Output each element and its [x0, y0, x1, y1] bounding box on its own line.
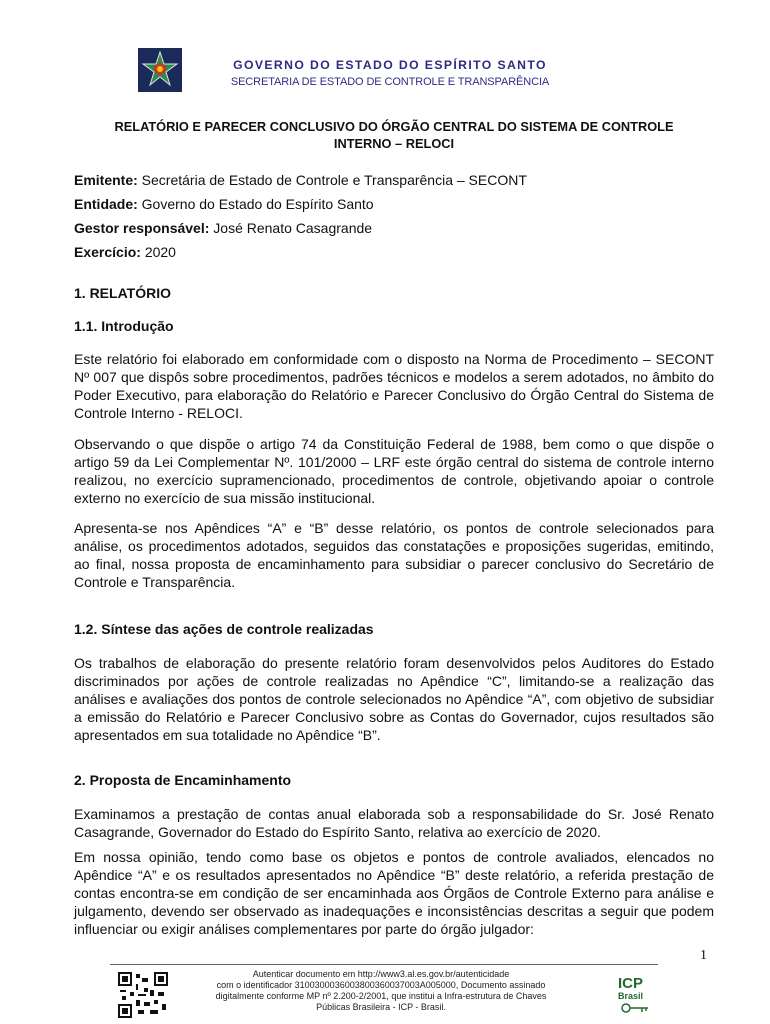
- entidade-row: [74, 196, 374, 212]
- exercicio-value: 2020: [140, 244, 176, 260]
- paragraph-intro-1: Este relatório foi elaborado em conformidade com o disposto na Norma de Procedimento – SECONT Nº 007 que dispôs sobre procedimentos, padrões técnicos e modelos a serem adotados, no âmbito do Poder Executivo, para elaboração do Relatório e Parecer Conclusivo do Órgão Central do Sistema de Controle Interno - RELOCI.: [74, 351, 714, 421]
- subsection-heading-sintese: 1.2. Síntese das ações de controle realizadas: [74, 621, 374, 637]
- gestor-row: [74, 220, 372, 236]
- section-heading-relatorio: 1. RELATÓRIO: [74, 285, 171, 301]
- exercicio-label: Exercício:: [74, 244, 141, 260]
- gestor-value: José Renato Casagrande: [209, 220, 373, 236]
- emitente-value: Secretária de Estado de Controle e Transparência – SECONT: [137, 172, 527, 188]
- footer-line-4: Públicas Brasileira - ICP - Brasil.: [316, 1002, 446, 1012]
- document-title: [74, 118, 714, 152]
- emitente-row: [74, 172, 527, 188]
- paragraph-intro-2: Observando o que dispõe o artigo 74 da Constituição Federal de 1988, bem como o que dispõe o artigo 59 da Lei Complementar Nº. 101/2000 – LRF este órgão central do sistema de controle interno realizou, no exercício supramencionado, procedimentos de controle, objetivando apoiar o controle externo no exercício de sua missão institucional.: [74, 436, 714, 506]
- footer-line-2: com o identificador 3100300036003800360037003A005000, Documento assinado: [216, 980, 546, 990]
- footer-divider: [110, 964, 658, 965]
- paragraph-proposta-1: Examinamos a prestação de contas anual elaborada sob a responsabilidade do Sr. José Renato Casagrande, Governador do Estado do Espírito Santo, relativa ao exercício de 2020.: [74, 806, 714, 840]
- entidade-label: Entidade:: [74, 196, 138, 212]
- government-name: GOVERNO DO ESTADO DO ESPÍRITO SANTO: [233, 58, 547, 72]
- gestor-label: Gestor responsável:: [74, 220, 210, 236]
- svg-text:Brasil: Brasil: [618, 991, 644, 1001]
- paragraph-proposta-2: Em nossa opinião, tendo como base os objetos e pontos de controle avaliados, elencados no Apêndice “A” e os resultados apresentados no Apêndice “B” deste relatório, a referida prestação de contas encontra-se em condição de ser encaminhada aos Órgãos de Controle Externo para análise e julgamento, devendo ser observado as inadequações e inconsistências descritas a seguir que podem influenciar ou exigir análises complementares por parte do órgão julgador:: [74, 849, 714, 937]
- title-line-1: RELATÓRIO E PARECER CONCLUSIVO DO ÓRGÃO CENTRAL DO SISTEMA DE CONTROLE: [114, 119, 674, 134]
- entidade-value: Governo do Estado do Espírito Santo: [137, 196, 374, 212]
- authentication-footer: [196, 969, 566, 1013]
- secretariat-name: SECRETARIA DE ESTADO DE CONTROLE E TRANSPARÊNCIA: [230, 76, 550, 88]
- paragraph-intro-3: Apresenta-se nos Apêndices “A” e “B” desse relatório, os pontos de controle selecionados para análise, os procedimentos adotados, seguidos das constatações e proposições sugeridas, emitindo, ao final, nossa proposta de encaminhamento para subsidiar o parecer conclusivo do Secretário de Controle e Transparência.: [74, 520, 714, 590]
- footer-line-3: digitalmente conforme MP nº 2.200-2/2001, que institui a Infra-estrutura de Chaves: [215, 991, 547, 1001]
- subsection-heading-introducao: 1.1. Introdução: [74, 318, 174, 334]
- emitente-label: Emitente:: [74, 172, 138, 188]
- coat-of-arms-icon: [138, 48, 182, 92]
- footer-line-1: Autenticar documento em http://www3.al.es.gov.br/autenticidade: [252, 969, 510, 979]
- title-line-2: INTERNO – RELOCI: [333, 136, 455, 151]
- qr-code-icon: [118, 972, 168, 1018]
- page-number: 1: [700, 948, 707, 963]
- svg-text:ICP: ICP: [618, 975, 644, 992]
- icp-brasil-logo: [614, 972, 656, 1018]
- exercicio-row: [74, 244, 176, 260]
- section-heading-proposta: 2. Proposta de Encaminhamento: [74, 772, 292, 788]
- paragraph-sintese: Os trabalhos de elaboração do presente relatório foram desenvolvidos pelos Auditores do Estado discriminados por ações de controle realizadas no Apêndice “C”, limitando-se a realização das análises e avaliações dos pontos de controle selecionados no Apêndice “A”, com objetivo de subsidiar a emissão do Relatório e Parecer Conclusivo sobre as Contas do Governador, cujos resultados são apresentados em sua totalidade no Apêndice “B”.: [74, 655, 714, 743]
